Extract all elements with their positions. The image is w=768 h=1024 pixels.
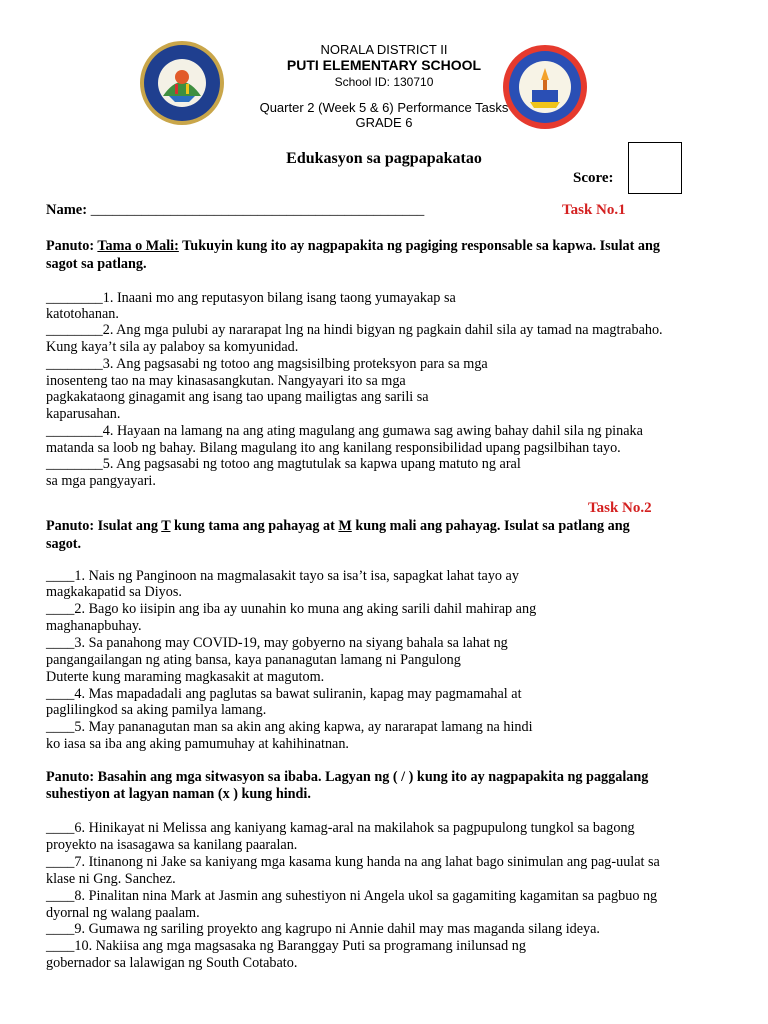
task1-line: ________1. Inaani mo ang reputasyon bilang isang taong yumayakap sa (46, 290, 456, 306)
instr-a: Panuto: Isulat ang (46, 518, 162, 534)
task3-line: ____8. Pinalitan nina Mark at Jasmin ang suhestiyon ni Angela ukol sa gagamiting kagamitan sa pagbuo ng (46, 888, 658, 904)
name-label: Name: (46, 202, 88, 218)
task1-line: kaparusahan. (46, 406, 121, 422)
task2-line: ____4. Mas mapadadali ang paglutas sa bawat suliranin, kapag may pagmamahal at (46, 686, 522, 702)
task3-line: ____10. Nakiisa ang mga magsasaka ng Baranggay Puti sa programang inilunsad ng (46, 938, 526, 954)
task2-line: ____2. Bago ko iisipin ang iba ay uunahin ko muna ang aking sarili dahil mahirap ang (46, 601, 537, 617)
task3-line: proyekto na isasagawa sa kanilang paaralan. (46, 837, 298, 853)
task1-line: ________4. Hayaan na lamang na ang ating magulang ang gumawa sag awing bahay dahil sila ng pinaka (46, 423, 643, 439)
instr-c: kung mali ang pahayag. Isulat sa patlang ang (351, 518, 630, 534)
task3-line: gobernador sa lalawigan ng South Cotabato. (46, 955, 298, 971)
task1-line: ________3. Ang pagsasabi ng totoo ang magsisilbing proteksyon para sa mga (46, 356, 488, 372)
task3-line: ____9. Gumawa ng sariling proyekto ang kagrupo ni Annie dahil may mas maganda silang ideya. (46, 921, 600, 937)
task1-line: Kung kaya’t sila ay palaboy sa komyunidad. (46, 339, 299, 355)
school-id: School ID: 130710 (334, 75, 434, 89)
task3-line: klase ni Gng. Sanchez. (46, 871, 176, 887)
grade-text: GRADE 6 (355, 115, 413, 130)
task3-instructions-line2: suhestiyon at lagyan naman (x ) kung hindi. (46, 786, 311, 802)
task2-line: ko iasa sa iba ang aking pamumuhay at kahihinatnan. (46, 736, 349, 752)
task2-label: Task No.2 (588, 500, 652, 516)
instr-line1: Tukuyin kung ito ay nagpapakita ng pagiging responsable sa kapwa. Isulat ang (182, 238, 660, 254)
task2-line: maghanapbuhay. (46, 618, 142, 634)
task2-line: magkakapatid sa Diyos. (46, 584, 182, 600)
task1-instructions (46, 238, 660, 255)
score-box[interactable] (628, 142, 682, 194)
instr-underlined: Tama o Mali: (97, 238, 179, 254)
task1-line: matanda sa loob ng bahay. Bilang magulang ito ang kanilang responsibilidad upang pagsilbihan tayo. (46, 440, 621, 456)
task1-line: sa mga pangyayari. (46, 473, 156, 489)
task1-line: katotohanan. (46, 306, 119, 322)
task2-line: Duterte kung maraming magkasakit at magutom. (46, 669, 325, 685)
score-label: Score: (573, 170, 614, 186)
page-title: Edukasyon sa pagpapakatao (286, 150, 482, 167)
school-name: PUTI ELEMENTARY SCHOOL (286, 57, 482, 73)
task3-line: dyornal ng walang paalam. (46, 905, 200, 921)
quarter-text: Quarter 2 (Week 5 & 6) Performance Tasks (259, 100, 509, 115)
district-text: NORALA DISTRICT II (320, 42, 448, 57)
instr-b: kung tama ang pahayag at (170, 518, 339, 534)
task1-line: ________5. Ang pagsasabi ng totoo ang magtutulak sa kapwa upang matuto ng aral (46, 456, 521, 472)
task1-instructions-line2: sagot sa patlang. (46, 256, 147, 272)
task1-line: inosenteng tao na may kinasasangkutan. Nangyayari ito sa mga (46, 373, 406, 389)
name-blank: ______________________________________________ (90, 202, 425, 218)
instr-prefix: Panuto: (46, 238, 95, 254)
task2-line: ____1. Nais ng Panginoon na magmalasakit tayo sa isa’t isa, sapagkat lahat tayo ay (46, 568, 519, 584)
task3-line: ____6. Hinikayat ni Melissa ang kaniyang kamag-aral na makilahok sa pagpupulong tungkol sa bagong (46, 820, 635, 836)
name-field[interactable] (46, 202, 424, 219)
task1-line: ________2. Ang mga pulubi ay nararapat lng na hindi bigyan ng pagkain dahil sila ay tamad na magtrabaho. (46, 322, 663, 338)
task2-line: paglilingkod sa aking pamilya lamang. (46, 702, 267, 718)
task1-label: Task No.1 (562, 202, 626, 218)
task3-instructions: Panuto: Basahin ang mga sitwasyon sa ibaba. Lagyan ng ( / ) kung ito ay nagpapakita ng paggalang (46, 769, 649, 785)
task2-instructions (46, 518, 630, 535)
task2-line: ____5. May pananagutan man sa akin ang aking kapwa, ay nararapat lamang na hindi (46, 719, 533, 735)
task3-line: ____7. Itinanong ni Jake sa kaniyang mga kasama kung handa na ang lahat bago sinimulan ang pag-uulat sa (46, 854, 660, 870)
task2-instructions-line2: sagot. (46, 536, 82, 552)
task2-line: ____3. Sa panahong may COVID-19, may gobyerno na siyang bahala sa lahat ng (46, 635, 508, 651)
task2-line: pangangailangan ng ating bansa, kaya pananagutan lamang ni Pangulong (46, 652, 461, 668)
instr-t: T (161, 518, 171, 534)
task1-line: pagkakataong ginagamit ang isang tao upang mailigtas ang sarili sa (46, 389, 429, 405)
instr-m: M (338, 518, 352, 534)
